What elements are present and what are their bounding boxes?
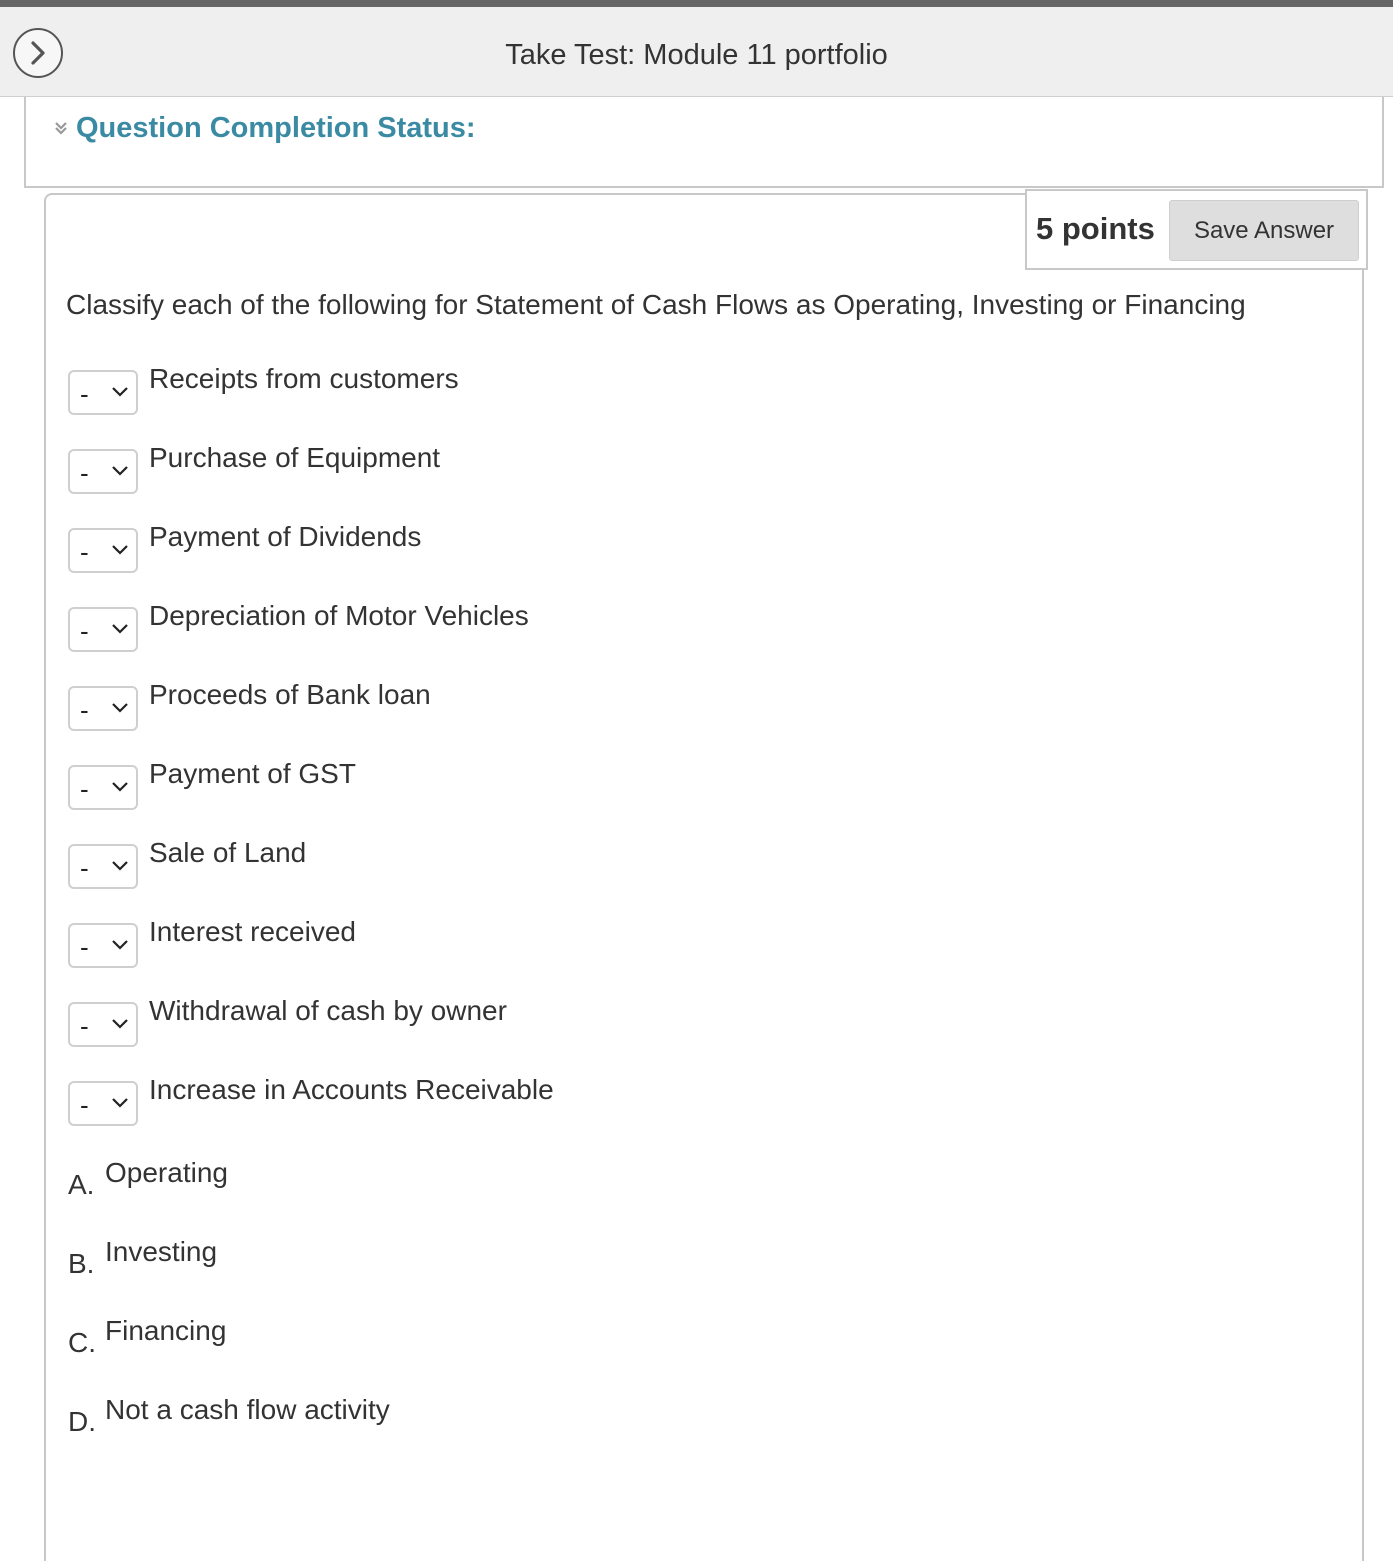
- option-text: Investing: [105, 1236, 218, 1267]
- question-completion-status-toggle[interactable]: [54, 111, 476, 145]
- chevron-down-icon: [110, 622, 130, 636]
- chevron-down-icon: [110, 385, 130, 399]
- question-container: [44, 193, 1364, 1561]
- answer-select[interactable]: [68, 449, 138, 494]
- option-letter: B.: [68, 1248, 95, 1279]
- option-letter: C.: [68, 1327, 96, 1358]
- chevron-down-icon: [110, 1017, 130, 1031]
- select-value: -: [80, 379, 89, 409]
- chevron-down-icon: [110, 464, 130, 478]
- option-letter: D.: [68, 1406, 96, 1437]
- item-label: Purchase of Equipment: [149, 442, 441, 473]
- question-prompt: Classify each of the following for Statement of Cash Flows as Operating, Investing or Financing: [66, 289, 1246, 320]
- select-value: -: [80, 1090, 89, 1120]
- item-label: Increase in Accounts Receivable: [149, 1074, 554, 1105]
- chevron-down-icon: [110, 701, 130, 715]
- points-value: 5 points: [1036, 211, 1155, 246]
- select-value: -: [80, 853, 89, 883]
- select-value: -: [80, 1011, 89, 1041]
- item-label: Payment of GST: [149, 758, 356, 789]
- page-title: Take Test: Module 11 portfolio: [505, 39, 888, 71]
- answer-select[interactable]: [68, 370, 138, 415]
- answer-select[interactable]: [68, 923, 138, 968]
- item-label: Withdrawal of cash by owner: [149, 995, 507, 1026]
- answer-select[interactable]: [68, 1002, 138, 1047]
- option-text: Operating: [105, 1157, 228, 1188]
- chevron-down-icon: [110, 938, 130, 952]
- save-answer-button[interactable]: Save Answer: [1169, 200, 1359, 261]
- points-header: [1025, 189, 1368, 270]
- select-value: -: [80, 616, 89, 646]
- item-label: Receipts from customers: [149, 363, 459, 394]
- answer-select[interactable]: [68, 1081, 138, 1126]
- chevron-down-icon: [110, 543, 130, 557]
- option-text: Financing: [105, 1315, 227, 1346]
- option-text: Not a cash flow activity: [105, 1394, 390, 1425]
- item-label: Sale of Land: [149, 837, 307, 868]
- answer-select[interactable]: [68, 528, 138, 573]
- option-letter: A.: [68, 1169, 95, 1200]
- select-value: -: [80, 458, 89, 488]
- chevron-down-icon: [110, 1096, 130, 1110]
- select-value: -: [80, 932, 89, 962]
- select-value: -: [80, 537, 89, 567]
- header-bar: [0, 7, 1393, 97]
- question-completion-status-panel: [24, 97, 1384, 188]
- answer-select[interactable]: [68, 607, 138, 652]
- chevron-down-icon: [110, 859, 130, 873]
- item-label: Interest received: [149, 916, 356, 947]
- select-value: -: [80, 695, 89, 725]
- answer-select[interactable]: [68, 844, 138, 889]
- top-strip: [0, 0, 1393, 7]
- item-label: Payment of Dividends: [149, 521, 422, 552]
- select-value: -: [80, 774, 89, 804]
- answer-select[interactable]: [68, 686, 138, 731]
- item-label: Depreciation of Motor Vehicles: [149, 600, 529, 631]
- answer-select[interactable]: [68, 765, 138, 810]
- item-label: Proceeds of Bank loan: [149, 679, 431, 710]
- double-chevron-down-icon: [54, 120, 68, 136]
- chevron-down-icon: [110, 780, 130, 794]
- question-completion-status-label: Question Completion Status:: [76, 112, 476, 144]
